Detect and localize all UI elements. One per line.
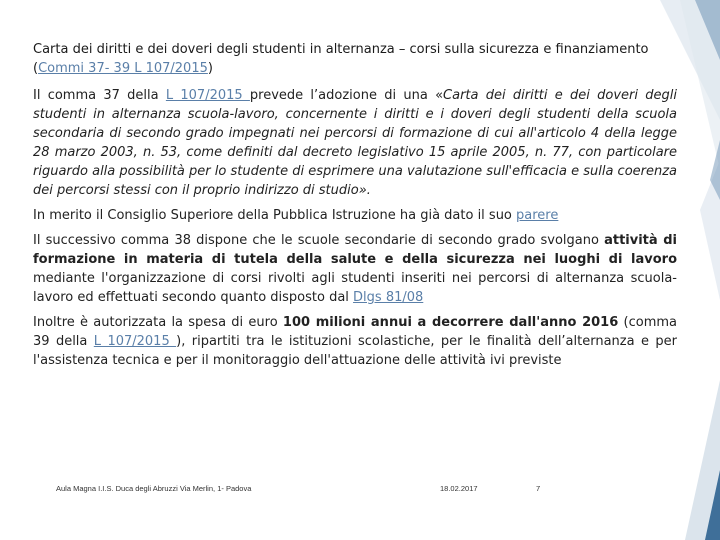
p4-bold: 100 milioni annui a decorrere dall'anno 2016 bbox=[282, 315, 619, 330]
footer-date: 18.02.2017 bbox=[440, 484, 478, 493]
title-text: Carta dei diritti e dei doveri degli studenti in alternanza – corsi sulla sicurezza e finanziamento ( bbox=[33, 42, 649, 76]
footer-page-number: 7 bbox=[536, 484, 541, 493]
dlgs-link[interactable]: Dlgs 81/08 bbox=[353, 290, 424, 305]
p3-text: Il successivo comma 38 dispone che le scuole secondarie di secondo grado svolgano bbox=[33, 233, 605, 248]
p3-bold: attività di formazione in materia di tutela della salute e della sicurezza nei luoghi di lavoro bbox=[33, 233, 677, 267]
paragraph-parere bbox=[33, 206, 677, 225]
paragraph-comma-37 bbox=[33, 86, 677, 200]
law-link-2[interactable]: L 107/2015 bbox=[93, 334, 177, 349]
law-link-1[interactable]: L 107/2015 bbox=[165, 88, 250, 103]
title-close: ) bbox=[207, 61, 213, 76]
p4-text: Inoltre è autorizzata la spesa di euro bbox=[33, 315, 283, 330]
title-link[interactable]: Commi 37- 39 L 107/2015 bbox=[38, 61, 208, 76]
paragraph-comma-38 bbox=[33, 231, 677, 307]
p2-text: In merito il Consiglio Superiore della Pubblica Istruzione ha già dato il suo bbox=[33, 208, 517, 223]
paragraph-comma-39 bbox=[33, 313, 677, 370]
p1-text: Il comma 37 della bbox=[33, 88, 166, 103]
p1-quote: Carta dei diritti e dei doveri degli studenti in alternanza scuola-lavoro, concernente i diritti e i doveri degli studenti della scuola secondaria di secondo grado impegnati nei percorsi di formazione di cui all'articolo 4 della legge 28 marzo 2003, n. 53, come definiti dal decreto legislativo 15 aprile 2005, n. 77, con particolare riguardo alla possibilità per lo studente di esprimere una valutazione sull'efficacia e sulla coerenza dei percorsi stessi con il proprio indirizzo di studio». bbox=[33, 88, 678, 198]
parere-link[interactable]: parere bbox=[516, 208, 559, 223]
footer-venue: Aula Magna I.I.S. Duca degli Abruzzi Via Merlin, 1- Padova bbox=[56, 484, 252, 493]
p4-mid: (comma 39 della bbox=[33, 315, 677, 349]
p1-mid: prevede l’adozione di una « bbox=[249, 88, 444, 103]
slide-content bbox=[33, 40, 677, 376]
slide-title bbox=[33, 40, 677, 78]
p3-mid: mediante l'organizzazione di corsi rivolti agli studenti inseriti nei percorsi di alternanza scuola-lavoro ed effettuati secondo quanto disposto dal bbox=[33, 271, 677, 305]
p4-post: ), ripartiti tra le istituzioni scolastiche, per le finalità dell’alternanza e per l'assistenza tecnica e per il monitoraggio dell'attuazione delle attività ivi previste bbox=[33, 334, 677, 368]
